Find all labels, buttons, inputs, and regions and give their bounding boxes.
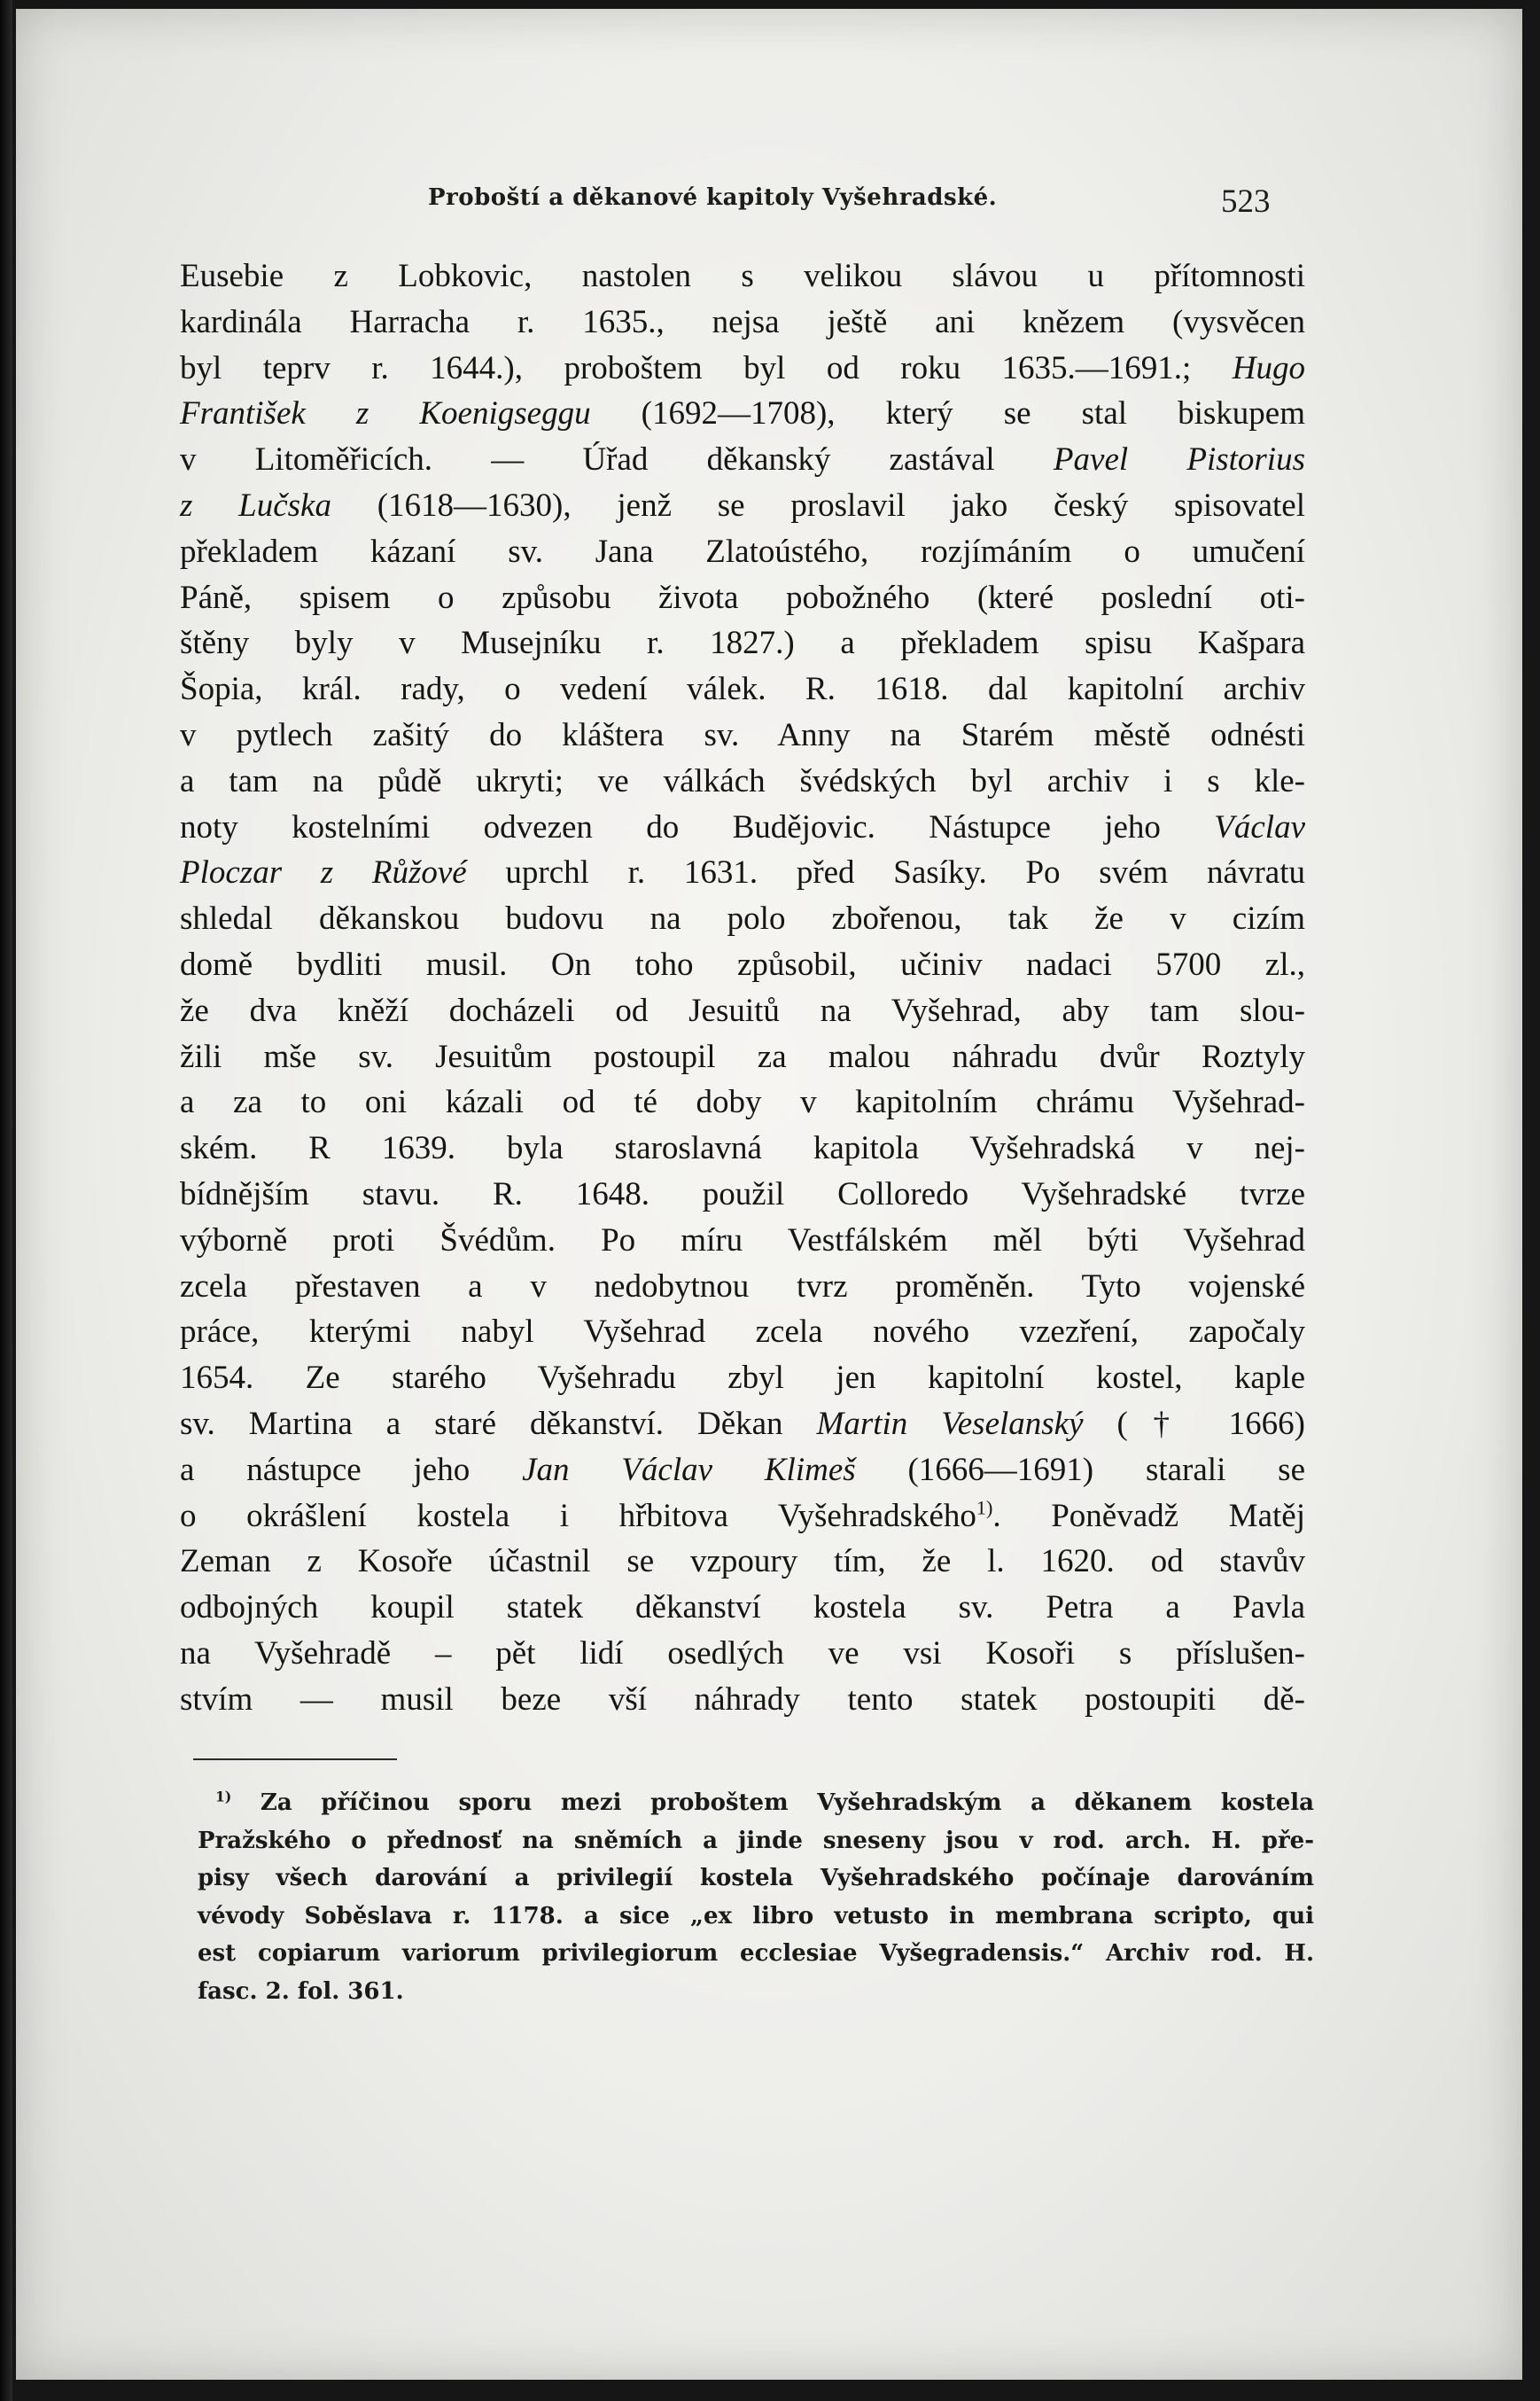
text-run: byl teprv r. 1644.), proboštem byl od roku 1635.—1691.; <box>180 349 1233 386</box>
text-line <box>180 437 1305 483</box>
text-run: ském. R 1639. byla staroslavná kapitola Vyšehradská v nej- <box>180 1130 1305 1167</box>
footnote-divider <box>193 1758 397 1760</box>
book-page <box>16 9 1522 2380</box>
text-run: výborně proti Švédům. Po míru Vestfálském měl býti Vyšehrad <box>180 1221 1305 1259</box>
text-run: v pytlech zašitý do kláštera sv. Anny na Starém městě odnésti <box>180 716 1305 753</box>
footnote-line <box>198 1822 1314 1860</box>
text-line <box>180 1264 1305 1310</box>
text-run: štěny byly v Musejníku r. 1827.) a překladem spisu Kašpara <box>180 625 1305 662</box>
text-run: Páně, spisem o způsobu života pobožného (které poslední oti- <box>180 579 1305 616</box>
text-line <box>180 805 1305 851</box>
text-run: o okrášlení kostela i hřbitova Vyšehradského <box>180 1497 976 1534</box>
text-line <box>180 1447 1305 1493</box>
text-run: 1654. Ze starého Vyšehradu zbyl jen kapitolní kostel, kaple <box>180 1360 1305 1397</box>
text-line <box>180 942 1305 988</box>
italic-name: František z Koenigseggu <box>180 395 591 433</box>
text-line <box>180 1585 1305 1631</box>
text-run: práce, kterými nabyl Vyšehrad zcela nového vzezření, započaly <box>180 1314 1305 1351</box>
text-run: uprchl r. 1631. před Sasíky. Po svém návratu <box>466 854 1305 892</box>
footnote-line <box>198 1935 1314 1973</box>
footnote-line <box>198 1973 1314 2011</box>
text-run: bídnějším stavu. R. 1648. použil Colloredo Vyšehradské tvrze <box>180 1175 1305 1212</box>
text-line <box>180 1631 1305 1677</box>
text-line <box>180 253 1305 300</box>
text-line <box>180 667 1305 713</box>
italic-name: Ploczar z Růžové <box>180 854 467 892</box>
text-line <box>180 1218 1305 1264</box>
text-line <box>180 759 1305 805</box>
text-run: žili mše sv. Jesuitům postoupil za malou náhradu dvůr Roztyly <box>180 1038 1305 1075</box>
text-run: zcela přestaven a v nedobytnou tvrz proměněn. Tyto vojenské <box>180 1267 1305 1305</box>
page-number: 523 <box>1221 183 1271 220</box>
text-line <box>180 896 1305 942</box>
text-run: domě bydliti musil. On toho způsobil, učiniv nadaci 5700 zl., <box>180 946 1305 983</box>
italic-name: Hugo <box>1232 349 1305 386</box>
text-line <box>180 1493 1305 1540</box>
text-line <box>180 1126 1305 1172</box>
text-run: shledal děkanskou budovu na polo zbořenou, tak že v cizím <box>180 900 1305 938</box>
text-line <box>180 529 1305 575</box>
text-run: sv. Martina a staré děkanství. Děkan <box>180 1405 817 1442</box>
text-run: na Vyšehradě – pět lidí osedlých ve vsi Kosoři s příslušen- <box>180 1634 1305 1672</box>
text-run: Pražského o přednosť na sněmích a jinde sneseny jsou v rod. arch. H. pře- <box>198 1827 1314 1854</box>
text-run: překladem kázaní sv. Jana Zlatoústého, rozjímáním o umučení <box>180 533 1305 570</box>
footnote-line <box>198 1898 1314 1936</box>
text-run: pisy všech darování a privilegií kostela Vyšehradského počínaje darováním <box>198 1865 1314 1891</box>
text-run: vévody Soběslava r. 1178. a sice „ex libro vetusto in membrana scripto, qui <box>198 1902 1314 1929</box>
text-line <box>180 483 1305 529</box>
italic-name: z Lučska <box>180 487 331 524</box>
main-text <box>180 253 1305 1723</box>
text-run: Za příčinou sporu mezi proboštem Vyšehradským a děkanem kostela <box>231 1789 1314 1816</box>
text-run: stvím — musil beze vší náhrady tento statek postoupiti dě- <box>180 1680 1305 1718</box>
text-run: († 1666) <box>1083 1405 1306 1442</box>
text-run: Šopia, král. rady, o vedení válek. R. 1618. dal kapitolní archiv <box>180 671 1305 708</box>
text-line <box>180 391 1305 437</box>
text-run: (1618—1630), jenž se proslavil jako český spisovatel <box>331 487 1305 524</box>
text-run: a za to oni kázali od té doby v kapitolním chrámu Vyšehrad- <box>180 1084 1305 1121</box>
text-run: a nástupce jeho <box>180 1451 523 1488</box>
footnote-mark: 1) <box>215 1788 232 1805</box>
italic-name: Václav <box>1214 808 1305 846</box>
text-run: fasc. 2. fol. 361. <box>198 1977 404 2005</box>
text-run: v Litoměřicích. — Úřad děkanský zastával <box>180 441 1054 479</box>
text-line <box>180 1309 1305 1355</box>
footnote-line <box>198 1784 1314 1822</box>
text-line <box>180 1080 1305 1126</box>
text-line <box>180 988 1305 1034</box>
text-run: že dva kněží docházeli od Jesuitů na Vyšehrad, aby tam slou- <box>180 992 1305 1029</box>
text-line <box>180 1172 1305 1218</box>
text-line <box>180 1539 1305 1585</box>
text-line <box>180 1677 1305 1723</box>
text-run: Eusebie z Lobkovic, nastolen s velikou slávou u přítomnosti <box>180 258 1305 294</box>
italic-name: Pavel Pistorius <box>1053 441 1305 479</box>
text-line <box>180 1401 1305 1447</box>
text-line <box>180 620 1305 667</box>
text-run: (1666—1691) starali se <box>855 1451 1306 1488</box>
text-line <box>180 1034 1305 1080</box>
scan-edge <box>0 0 12 2401</box>
footnote-mark: 1) <box>976 1496 993 1519</box>
text-run: kardinála Harracha r. 1635., nejsa ještě ani knězem (vysvěcen <box>180 303 1305 340</box>
text-run: (1692—1708), který se stal biskupem <box>590 395 1306 433</box>
text-run: . Poněvadž Matěj <box>992 1497 1305 1534</box>
text-line <box>180 850 1305 896</box>
text-run: est copiarum variorum privilegiorum ecclesiae Vyšegradensis.“ Archiv rod. H. <box>198 1940 1314 1967</box>
italic-name: Martin Veselanský <box>816 1405 1084 1442</box>
text-line <box>180 300 1305 346</box>
text-line <box>180 1355 1305 1401</box>
footnote-line <box>198 1859 1314 1898</box>
text-line <box>180 346 1305 392</box>
page-header <box>16 184 1522 229</box>
text-run: odbojných koupil statek děkanství kostela sv. Petra a Pavla <box>180 1589 1305 1626</box>
footnotes <box>198 1784 1314 2010</box>
text-line <box>180 713 1305 759</box>
running-title: Proboští a děkanové kapitoly Vyšehradské. <box>428 184 998 211</box>
text-run: Zeman z Kosoře účastnil se vzpoury tím, že l. 1620. od stavův <box>180 1543 1305 1580</box>
text-line <box>180 575 1305 621</box>
text-run: a tam na půdě ukryti; ve válkách švédských byl archiv i s kle- <box>180 762 1305 799</box>
text-run: noty kostelními odvezen do Budějovic. Nástupce jeho <box>180 808 1215 846</box>
italic-name: Jan Václav Klimeš <box>522 1451 856 1488</box>
